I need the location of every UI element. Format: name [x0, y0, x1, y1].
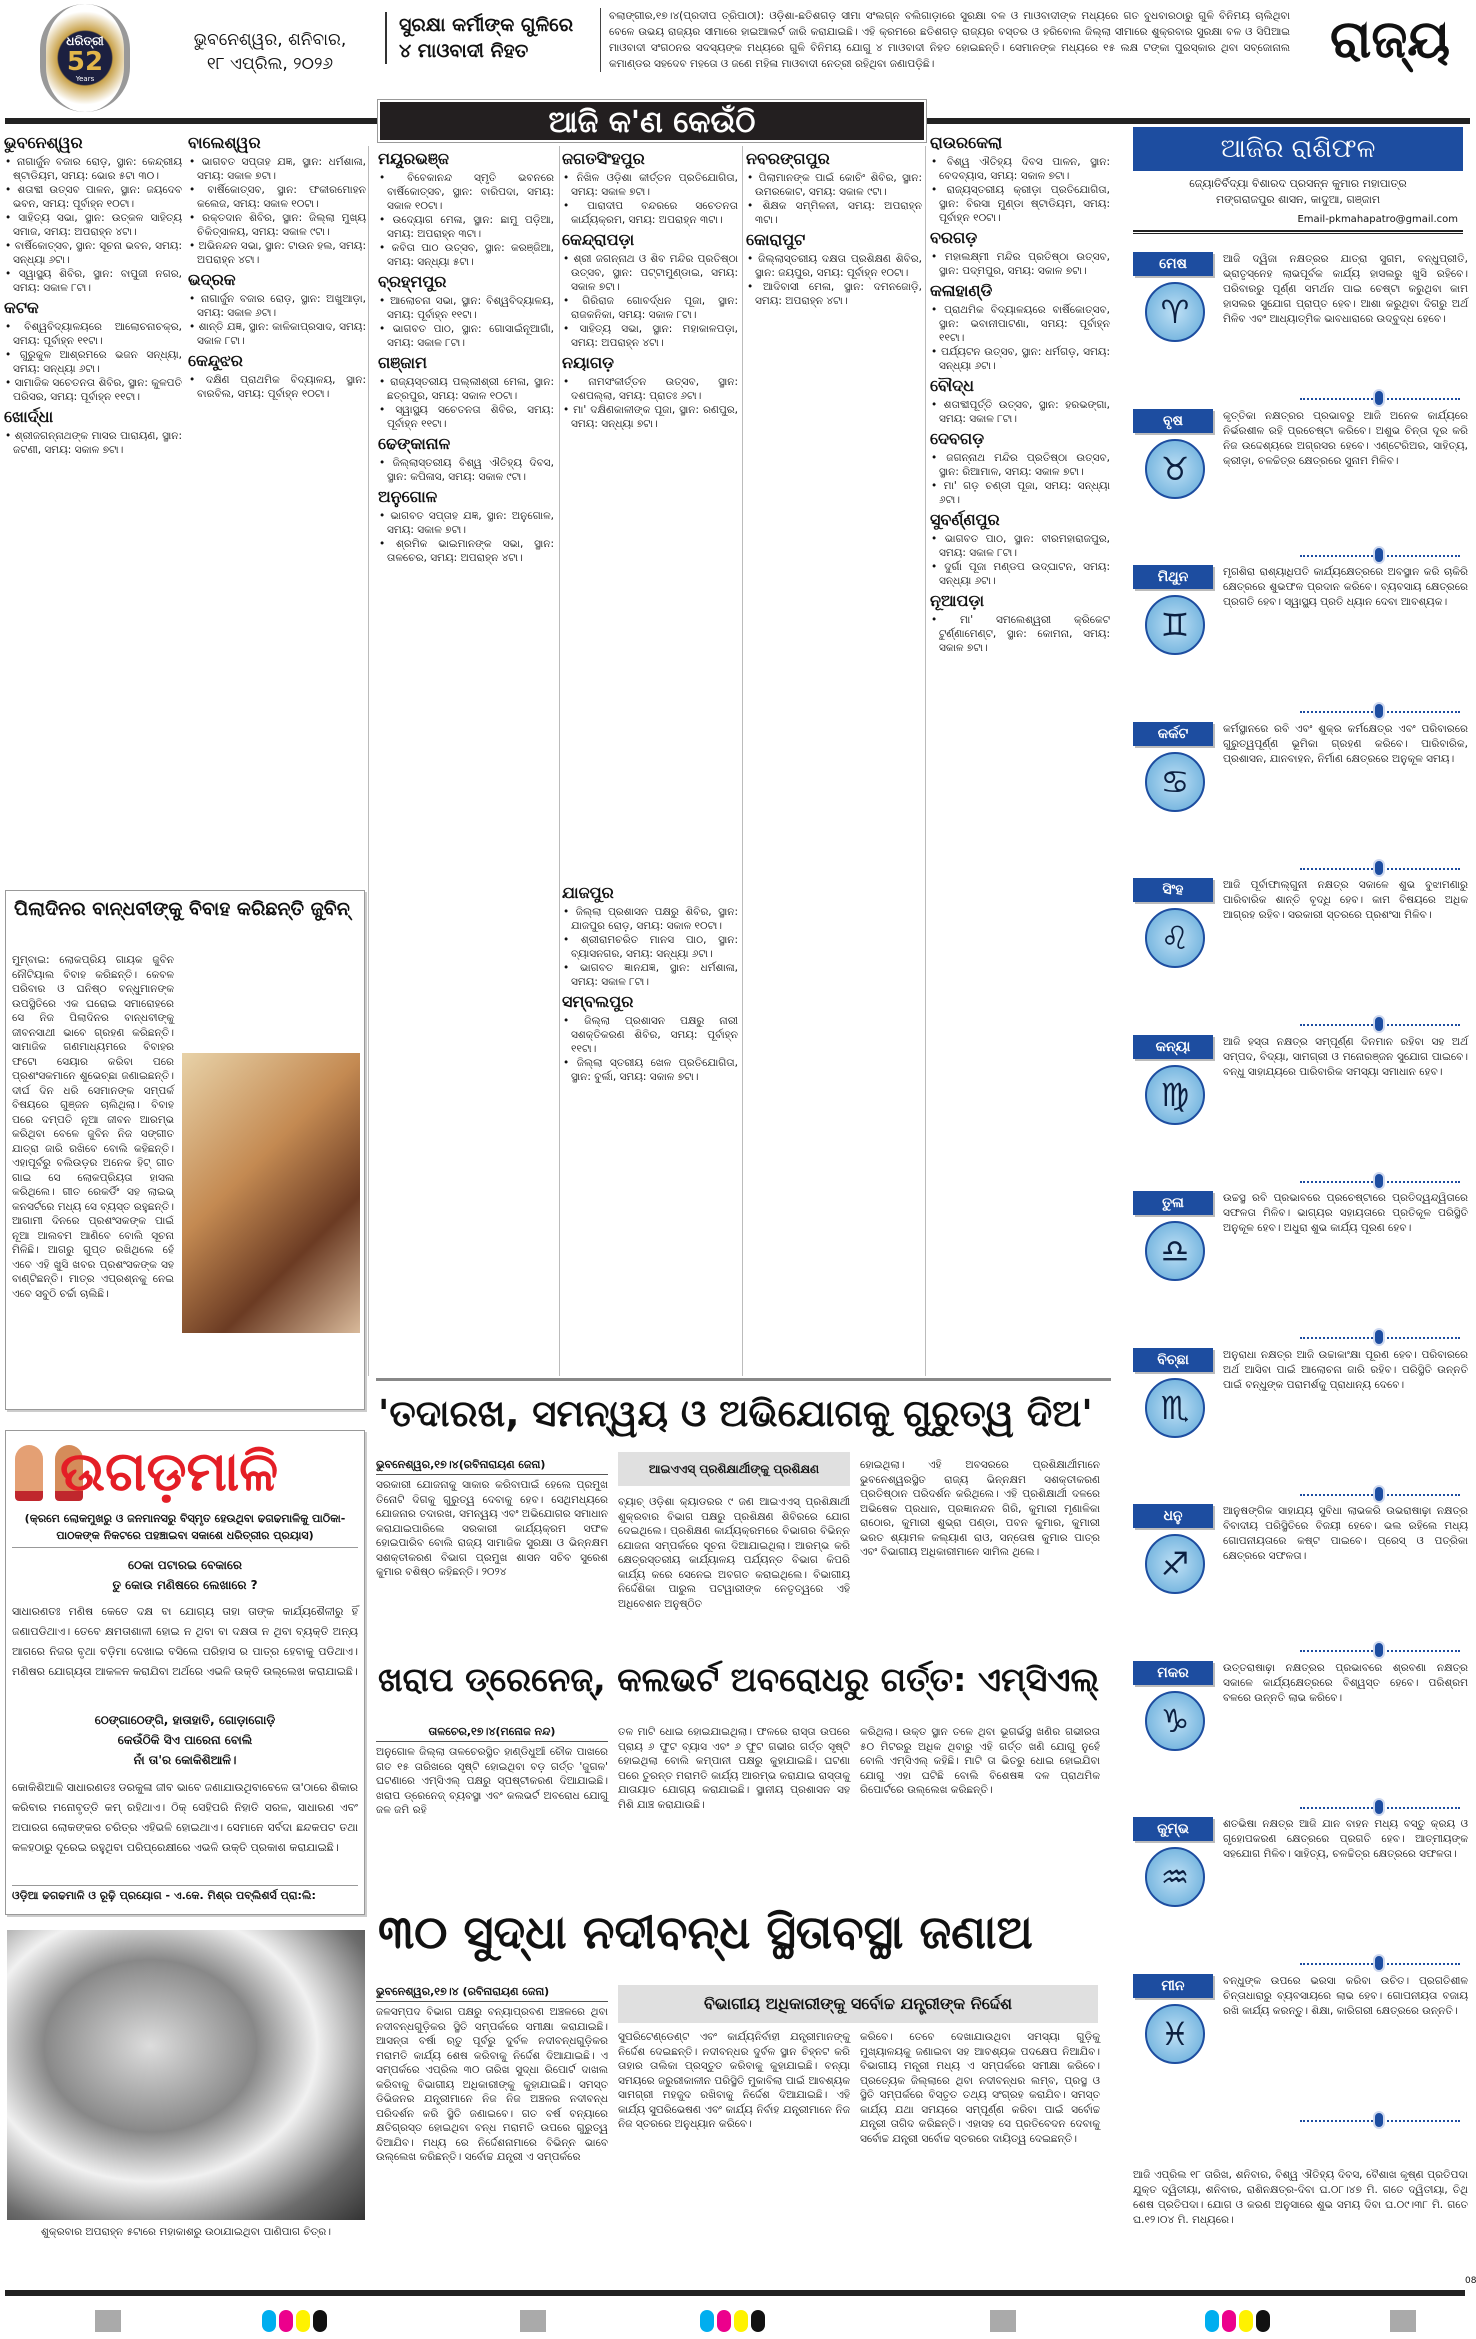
event-item: • ବାର୍ଷିକୋତ୍ସବ, ସ୍ଥାନ: ସୂଚନା ଭବନ, ସମୟ: ସନ୍ଧ୍ୟା ୬ଟା। [4, 239, 182, 267]
event-district [930, 133, 1110, 225]
event-district [4, 407, 182, 457]
zubin-body-wrap [12, 953, 360, 1403]
column-divider [742, 146, 743, 1376]
district-heading: ଗଞ୍ଜାମ [378, 353, 427, 372]
event-item: • ନାମସଂକୀର୍ତ୍ତନ ଉତ୍ସବ, ସ୍ଥାନ: ଦଶପଲ୍ଲା, ସମୟ: ପ୍ରାତଃ ୬ଟା। [562, 375, 738, 403]
event-district [562, 353, 738, 431]
horoscope-entry [1133, 1817, 1468, 1957]
event-item: • ସାମାଜିକ ସଚେତନତା ଶିବିର, ସ୍ଥାନ: କୁଳପତି ପରିସର, ସମୟ: ପୂର୍ବାହ୍ନ ୧୧ଟା। [4, 376, 182, 404]
event-item: • ନାଗାର୍ଜୁନ ବଜାର ରୋଡ଼, ସ୍ଥାନ: ଅଖୁଆଡ଼ା, ସମୟ: ସକାଳ ୬ଟା। [188, 292, 366, 320]
dateline-date: ୧୮ ଏପ୍ରିଲ, ୨୦୨୬ [206, 54, 334, 74]
event-item: • ଭାଗବତ ଜ୍ଞାନଯଜ୍ଞ, ସ୍ଥାନ: ଧର୍ମଶାଳା, ସମୟ: ସକାଳ ୮ଟା। [562, 961, 738, 989]
zodiac-sign-label: ମେଷ [1133, 252, 1213, 276]
zodiac-6-icon: ♍ [1145, 1065, 1205, 1125]
zodiac-sign-label: ଧନୁ [1133, 1504, 1213, 1528]
horoscope-entry [1133, 1974, 1468, 2114]
event-item: • ଭାଗବତ ପାଠ, ସ୍ଥାନ: ଗୋସାଇଁନୂଆଗାଁ, ସମୟ: ସକାଳ ୮ଟା। [378, 322, 554, 350]
event-district [4, 133, 182, 295]
newspaper-logo [40, 4, 130, 112]
top-story-body: ବଲାଙ୍ଗୀର,୧୭।୪(ପ୍ରଦୀପ ତ୍ରିପାଠୀ): ଓଡ଼ିଶା-ଛତିଶଗଡ଼ ସୀମା ସଂଲଗ୍ନ ବଲିଗାଡ଼ାରେ ସୁରକ୍ଷା ବଳ ଓ ମାଓବାଦୀଙ୍କ ମଧ୍ୟରେ ଗତ ବୁଧବାରଠାରୁ ଗୁଳି ବିନିମୟ ଚାଲିଥିବା ବେଳେ ଉଭୟ ରାଜ୍ୟର ସୀମାରେ ହାଇଆଲର୍ଟ ଜାରି କରାଯାଇଛି। ଏହି କ୍ରମରେ ଛତିଶଗଡ଼ ରାଜ୍ୟର ବସ୍ତର ଓ ହରିବୋଲ ଜିଲ୍ଲା ସୀମାରେ ଶୁକ୍ରବାର ସୁରକ୍ଷା ବଳ ଓ ସିପିଆଇ ମାଓବାଦୀ ସଂଗଠନର ସଦସ୍ୟଙ୍କ ମଧ୍ୟରେ ଗୁଳି ବିନିମୟ ଯୋଗୁ ୪ ମାଓବାଦୀ ନିହତ ହୋଇଛନ୍ତି। ସେମାନଙ୍କ ମଧ୍ୟରେ ୧୫ ଲକ୍ଷ ଟଙ୍କା ପୁରସ୍କାର ଥିବା ସବ୍‌ଜୋନାଲ କମାଣ୍ଡର ସହଦେବ ମହତୋ ଓ ଜଣେ ମହିଳା ମାଓବାଦୀ ନେତ୍ରୀ ରହିଥିବା ଜଣାପଡ଼ିଛି। [600, 8, 1290, 72]
cmyk-color-bar [700, 2310, 765, 2332]
column-divider [925, 146, 926, 1376]
event-item: • ନାଗାର୍ଜୁନ ବଜାର ରୋଡ଼, ସ୍ଥାନ: କେନ୍ଦ୍ରୀୟ ଷ୍ଟାଡିୟମ, ସମୟ: ଭୋର ୫ଟା ୩୦। [4, 155, 182, 183]
district-heading: କୋରାପୁଟ [746, 230, 806, 249]
horoscope-text: ଉଚ୍ଚସ୍ଥ ରବି ପ୍ରଭାବରେ ପ୍ରଚେଷ୍ଟାରେ ପ୍ରତିଦ୍ୱନ୍ଦ୍ୱିତାରେ ସଫଳତା ମିଳିବ। ଭାଗ୍ୟର ସହାୟତାରେ ପ୍ରତିକୂଳ ପରିସ୍ଥିତି ଅନୁକୂଳ ହେବ। ଅଧୁରା ଶୁଭ କାର୍ଯ୍ୟ ପୂରଣ ହେବ। [1223, 1192, 1468, 1234]
event-item: • ଜିଲ୍ଲାସ୍ତରୀୟ ଦକ୍ଷତା ପ୍ରଶିକ୍ଷଣ ଶିବିର, ସ୍ଥାନ: ଜୟପୁର, ସମୟ: ପୂର୍ବାହ୍ନ ୧୦ଟା। [746, 252, 922, 280]
cartoon-man-1-icon [15, 1445, 43, 1501]
zodiac-3-icon: ♊ [1145, 595, 1205, 655]
event-item: • ଅଭିନନ୍ଦନ ସଭା, ସ୍ଥାନ: ଟାଉନ ହଲ, ସମୟ: ଅପରାହ୍ନ ୪ଟା। [188, 239, 366, 267]
author-email: Email-pkmahapatro@gmail.com [1297, 214, 1458, 225]
top-story-headline-line2: ୪ ମାଓବାଦୀ ନିହତ [399, 40, 529, 62]
event-item: • ଶିକ୍ଷକ ସମ୍ମିଳନୀ, ସମୟ: ଅପରାହ୍ନ ୩ଟା। [746, 199, 922, 227]
event-item: • ମା' ଗଡ଼ ଚଣ୍ଡୀ ପୂଜା, ସମୟ: ସନ୍ଧ୍ୟା ୬ଟା। [930, 479, 1110, 507]
event-district [188, 351, 366, 401]
event-item: • ଗୁରୁକୁଳ ଆଶ୍ରମରେ ଭଜନ ସନ୍ଧ୍ୟା, ସମୟ: ସନ୍ଧ୍ୟା ୬ଟା। [4, 348, 182, 376]
story-divider [376, 1378, 1111, 1381]
events-column [930, 130, 1110, 1380]
mcl-story-byline: ତାଳଚେର,୧୭।୪(ମନୋଜ ନନ୍ଦ) [376, 1725, 608, 1742]
event-item: • କବିତା ପାଠ ଉତ୍ସବ, ସ୍ଥାନ: କରଞ୍ଜିଆ, ସମୟ: ସନ୍ଧ୍ୟା ୫ଟା। [378, 241, 554, 269]
event-item: • ଆଲୋଚନା ସଭା, ସ୍ଥାନ: ବିଶ୍ୱବିଦ୍ୟାଳୟ, ସମୟ: ପୂର୍ବାହ୍ନ ୧୧ଟା। [378, 294, 554, 322]
author-name: ଜ୍ୟୋତିର୍ବିଦ୍ୟା ବିଶାରଦ ପ୍ରସନ୍ନ କୁମାର ମହାପାତ୍ର [1189, 177, 1407, 190]
logo-name: ଧରିତ୍ରୀ [66, 33, 104, 48]
horoscope-text: ମୃଗଶିରା ରାଶ୍ୟାଧିପତି କାର୍ଯ୍ୟକ୍ଷେତ୍ରରେ ଅବସ୍ଥାନ କରି ଚାକିରି କ୍ଷେତ୍ରରେ ଶୁଭଫଳ ପ୍ରଦାନ କରିବେ। ବ୍ୟବସାୟ କ୍ଷେତ୍ରରେ ପ୍ରଗତି ହେବ। ସ୍ୱାସ୍ଥ୍ୟ ପ୍ରତି ଧ୍ୟାନ ଦେବା ଆବଶ୍ୟକ। [1223, 566, 1468, 608]
event-item: • ପିଲାମାନଙ୍କ ପାଇଁ କୋଚିଂ ଶିବିର, ସ୍ଥାନ: ଉମରକୋଟ, ସମୟ: ସକାଳ ୯ଟା। [746, 171, 922, 199]
divider-dot-icon [1373, 702, 1385, 720]
event-district [746, 149, 922, 227]
district-heading: ଢେଙ୍କାନାଳ [378, 434, 451, 453]
horoscope-entry [1133, 1348, 1468, 1488]
horoscope-entry [1133, 1191, 1468, 1331]
river-story-byline: ଭୁବନେଶ୍ୱର,୧୭।୪ (ରବିନାରାୟଣ ଜେନା) [376, 1985, 608, 2002]
event-item: • ଦୁର୍ଗା ପୂଜା ମଣ୍ଡପ ଉଦ୍‌ଘାଟନ, ସମୟ: ସନ୍ଧ୍ୟା ୬ଟା। [930, 560, 1110, 588]
page-number: 08 [1465, 2276, 1476, 2286]
zodiac-4-icon: ♋ [1145, 752, 1205, 812]
zodiac-5-icon: ♌ [1145, 908, 1205, 968]
divider-dot-icon [1373, 1954, 1385, 1972]
mcl-story-headline: ଖରାପ ଡ୍ରେନେଜ୍, କଲଭର୍ଟ ଅବରୋଧରୁ ଗର୍ତ୍ତ: ଏମ୍‌ସିଏଲ୍ [378, 1660, 1100, 1699]
event-item: • ଶତାବ୍ଦୀ ଉତ୍ସବ ପାଳନ, ସ୍ଥାନ: ଜୟଦେବ ଭବନ, ସମୟ: ପୂର୍ବାହ୍ନ ୧୦ଟା। [4, 183, 182, 211]
zubin-headline: ପିଲାଦିନର ବାନ୍ଧବୀଙ୍କୁ ବିବାହ କରିଛନ୍ତି ଜୁବିନ୍ [14, 898, 350, 920]
district-heading: ଜଗତସିଂହପୁର [562, 149, 645, 168]
divider-dot-icon [1373, 1641, 1385, 1659]
mcl-story-text-1: ଅନୁଗୋଳ ଜିଲ୍ଲା ତାଳଚେରସ୍ଥିତ ହାଣ୍ଡିଧୁଆଁ ଚୌକ ପାଖରେ ଗତ ୧୫ ତାରିଖରେ ସୃଷ୍ଟି ହୋଇଥିବା ବଡ଼ ଗର୍ତ୍ତ 'ଜୁଗଳ' ଘଟଣାରେ ଏମ୍‌ସିଏଲ୍ ପକ୍ଷରୁ ସ୍ପଷ୍ଟୀକରଣ ଦିଆଯାଇଛି। ଖରାପ ଡ୍ରେନେଜ୍ ବ୍ୟବସ୍ଥା ଏବଂ କଲଭର୍ଟ ଅବରୋଧ ଯୋଗୁ ଜଳ ଜମି ରହି [376, 1746, 608, 1816]
district-heading: ବାଲେଶ୍ୱର [188, 133, 261, 152]
horoscope-entry [1133, 252, 1468, 392]
event-item: • ଶ୍ରୀଜଗନ୍ନାଥଙ୍କ ମାସର ପାରାୟଣ, ସ୍ଥାନ: ଜଟଣୀ, ସମୟ: ସକାଳ ୭ଟା। [4, 429, 182, 457]
event-item: • ରାଜ୍ୟସ୍ତରୀୟ କ୍ରୀଡ଼ା ପ୍ରତିଯୋଗିତା, ସ୍ଥାନ: ବିରସା ମୁଣ୍ଡା ଷ୍ଟାଡିୟମ, ସମୟ: ପୂର୍ବାହ୍ନ ୧୦ଟା। [930, 183, 1110, 225]
event-district [930, 591, 1110, 655]
registration-mark [990, 2310, 1016, 2332]
event-item: • ଜିଲ୍ଲା ପ୍ରଶାସନ ପକ୍ଷରୁ ଶିବିର, ସ୍ଥାନ: ଯାଜପୁର ରୋଡ଼, ସମୟ: ସକାଳ ୧୦ଟା। [562, 905, 738, 933]
district-heading: ରାଉରକେଲା [930, 133, 1003, 152]
river-story-text-2: ସୁପରିଟେଣ୍ଡେଣ୍ଟ ଏବଂ କାର୍ଯ୍ୟନିର୍ବାହୀ ଯନ୍ତ୍ରୀମାନଙ୍କୁ ନିର୍ଦ୍ଦେଶ ଦେଇଛନ୍ତି। ନଦୀବନ୍ଧର ଦୁର୍ବଳ ସ୍ଥାନ ଚିହ୍ନଟ କରି ତାହାର ତାଲିକା ପ୍ରସ୍ତୁତ କରିବାକୁ କୁହାଯାଇଛି। ବନ୍ୟା ସମୟରେ ଜରୁରୀକାଳୀନ ପରିସ୍ଥିତି ମୁକାବିଲା ପାଇଁ ଆବଶ୍ୟକ ସାମଗ୍ରୀ ମହଜୁଦ ରଖିବାକୁ ନିର୍ଦ୍ଦେଶ ଦିଆଯାଇଛି। ଏହି କାର୍ଯ୍ୟ ସୁପରିଭେଷଣ ଏବଂ କାର୍ଯ୍ୟ ନିର୍ବାହ ଯନ୍ତ୍ରୀମାନେ ନିଜ ନିଜ ସ୍ତରରେ ଅନୁଧ୍ୟାନ କରିବେ। [618, 2031, 850, 2130]
event-district [378, 149, 554, 269]
divider-dot-icon [1373, 389, 1385, 407]
zodiac-2-icon: ♉ [1145, 439, 1205, 499]
event-district [930, 429, 1110, 507]
column-divider [559, 146, 560, 1376]
ias-story-text-2: ବ୍ୟାଚ୍ ଓଡ଼ିଶା କ୍ୟାଡରର ୯ ଜଣ ଆଇଏଏସ୍ ପ୍ରଶିକ୍ଷାର୍ଥୀ ଶୁକ୍ରବାର ବିଭାଗ ପକ୍ଷରୁ ପ୍ରଶିକ୍ଷଣ ଶିବିରରେ ଯୋଗ ଦେଇଥିଲେ। ପ୍ରଶିକ୍ଷଣ କାର୍ଯ୍ୟକ୍ରମରେ ବିଭାଗର ବିଭିନ୍ନ ଯୋଜନା ସମ୍ପର୍କରେ ସୂଚନା ଦିଆଯାଇଥିଲା। ଆରମ୍ଭ କରି କ୍ଷେତ୍ରସ୍ତରୀୟ କାର୍ଯ୍ୟାଳୟ ପର୍ଯ୍ୟନ୍ତ ବିଭାଗ କିପରି କାର୍ଯ୍ୟ କରେ ସେନେଇ ଅବଗତ କରାଇଥିଲେ। ବିଭାଗୀୟ ନିର୍ଦ୍ଦେଶିକା ପାରୁଲ ପଟୱାରୀଙ୍କ ନେତୃତ୍ୱରେ ଏହି ଅଧିବେଶନ ଅନୁଷ୍ଠିତ [618, 1496, 850, 1610]
event-district [562, 883, 738, 989]
horoscope-text: ଶତଭିଷା ନକ୍ଷତ୍ର ଆଜି ଯାନ ବାହନ ମଧ୍ୟ ବସ୍ତୁ କ୍ରୟ ଓ ଗୃହୋପକରଣ କ୍ଷେତ୍ରରେ ପ୍ରଗତି ହେବ। ଆତ୍ମୀୟଙ୍କ ସହଯୋଗ ମିଳିବ। ସାହିତ୍ୟ, ଚଳଚ୍ଚିତ୍ର କ୍ଷେତ୍ରରେ ସଫଳତା। [1223, 1818, 1468, 1860]
zodiac-1-icon: ♈ [1145, 282, 1205, 342]
district-heading: ମୟୂରଭଞ୍ଜ [378, 149, 449, 168]
event-item: • ବାର୍ଷିକୋତ୍ସବ, ସ୍ଥାନ: ଫକୀରମୋହନ କଲେଜ, ସମୟ: ସକାଳ ୧୦ଟା। [188, 183, 366, 211]
divider-dot-icon [1373, 1172, 1385, 1190]
ias-story-text-3: ହୋଇଥିଲା। ଏହି ଅବସରରେ ପ୍ରଶିକ୍ଷାର୍ଥୀମାନେ ଭୁବନେଶ୍ୱରସ୍ଥିତ ରାଜ୍ୟ ଭିନ୍ନକ୍ଷମ ସଶକ୍ତୀକରଣ ପ୍ରତିଷ୍ଠାନ ପରିଦର୍ଶନ କରିଥିଲେ। ଏହି ପ୍ରଶିକ୍ଷାର୍ଥୀ ଦଳରେ ଅଭିଷେକ ପ୍ରଧାନ, ପ୍ରଜ୍ଞାନନ୍ଦନ ଗିରି, କୁମାରୀ ମୃଣାଳିକା ରାଠୋର, କୁମାରୀ ଶୁଭ୍ରା ପଣ୍ଡା, ପବନ କୁମାର, କୁମାରୀ ଭରତ ଶ୍ୟାମଳ କଲ୍ୟାଣ ରାଓ, ସନ୍ତୋଷ କୁମାର ପାତ୍ର ଏବଂ ବିଭାଗୀୟ ଅଧିକାରୀମାନେ ସାମିଲ ଥିଲେ। [860, 1459, 1100, 1558]
ias-story-col1 [376, 1458, 608, 1648]
district-heading: ବରଗଡ଼ [930, 228, 978, 247]
district-heading: ସମ୍ବଲପୁର [562, 992, 634, 1011]
top-story-headline-line1: ସୁରକ୍ଷା କର୍ମୀଙ୍କ ଗୁଳିରେ [399, 14, 574, 36]
horoscope-entry [1133, 565, 1468, 705]
zodiac-sign-label: ମିଥୁନ [1133, 565, 1213, 589]
zodiac-sign-label: କନ୍ୟା [1133, 1035, 1213, 1059]
event-item: • ଶ୍ରୀ ଜଗନ୍ନାଥ ଓ ଶିବ ମନ୍ଦିର ପ୍ରତିଷ୍ଠା ଉତ୍ସବ, ସ୍ଥାନ: ପଟ୍ଟାମୁଣ୍ଡାଇ, ସମୟ: ସକାଳ ୭ଟା। [562, 252, 738, 294]
zodiac-sign-label: ମକର [1133, 1661, 1213, 1685]
cmyk-color-bar [1205, 2310, 1270, 2332]
event-item: • ପର୍ଯ୍ୟଟନ ଉତ୍ସବ, ସ୍ଥାନ: ଧର୍ମଗଡ଼, ସମୟ: ସନ୍ଧ୍ୟା ୬ଟା। [930, 345, 1110, 373]
registration-mark [520, 2310, 546, 2332]
horoscope-text: ଉତ୍ତରାଷାଢ଼ା ନକ୍ଷତ୍ରର ପ୍ରଭାବରେ ଶ୍ରବଣା ନକ୍ଷତ୍ର ସକାଳେ କାର୍ଯ୍ୟକ୍ଷେତ୍ରରେ ବିଶ୍ୱସ୍ତ ହେବେ। ପରିଶ୍ରମ ବଳରେ ଉନ୍ନତି ଲାଭ କରିବେ। [1223, 1661, 1468, 1704]
zodiac-10-icon: ♑ [1145, 1691, 1205, 1751]
event-district [930, 281, 1110, 373]
horoscope-text: ଆଜି ହସ୍ତା ନକ୍ଷତ୍ର ସମ୍ପୂର୍ଣ୍ଣ ଦିନମାନ ରହିବା ସହ ଅର୍ଥ ସମ୍ପଦ, ବିଦ୍ୟା, ସାମଗ୍ରୀ ଓ ମନୋରଞ୍ଜନ ସୁଯୋଗ ପାଇବେ। ବନ୍ଧୁ ସାହାଯ୍ୟରେ ପାରିବାରିକ ସମସ୍ୟା ସମାଧାନ ହେବ। [1223, 1035, 1468, 1078]
zodiac-9-icon: ♐ [1145, 1534, 1205, 1594]
horoscope-text: କର୍ମସ୍ଥାନରେ ରବି ଏବଂ ଶୁକ୍ର କର୍ମକ୍ଷେତ୍ର ଏବଂ ପରିବାରରେ ଗୁରୁତ୍ୱପୂର୍ଣ୍ଣ ଭୂମିକା ଗ୍ରହଣ କରିବେ। ପାରିବାରିକ, ପ୍ରଶାସନ, ଯାନବାହନ, ନିର୍ମାଣ କ୍ଷେତ୍ରରେ ଅନୁକୂଳ ସମୟ। [1223, 722, 1468, 765]
event-item: • ଶତାବ୍ଦୀପୂର୍ତ୍ତି ଉତ୍ସବ, ସ୍ଥାନ: ହରଭଙ୍ଗା, ସମୟ: ସକାଳ ୮ଟା। [930, 398, 1110, 426]
event-item: • ମା' ଦକ୍ଷିଣକାଳୀଙ୍କ ପୂଜା, ସ୍ଥାନ: ରଣପୁର, ସମୟ: ସନ୍ଧ୍ୟା ୭ଟା। [562, 403, 738, 431]
event-item: • ବିଶ୍ୱ ଐତିହ୍ୟ ଦିବସ ପାଳନ, ସ୍ଥାନ: ବେଦବ୍ୟାସ, ସମୟ: ସକାଳ ୭ଟା। [930, 155, 1110, 183]
district-heading: ଖୋର୍ଦ୍ଧା [4, 407, 54, 426]
event-district [930, 510, 1110, 588]
proverb-2-explanation: କୋକିଶିଆଳି ସାଧାରଣତଃ ଡରକୁଳା ଜୀବ ଭାବେ ଜଣାଯାଉଥିବାବେଳେ ତା'ଠାରେ ଶିକାର କରିବାର ମନୋବୃତ୍ତି କମ୍ ରହିଥାଏ। ଠିକ୍ ସେହିପରି ନିହାତି ସରଳ, ସାଧାରଣ ଏବଂ ଅପାରଗ ଲୋକଙ୍କର ଚରିତ୍ର ଏହିଭଳି ହୋଇଥାଏ। ସେମାନେ ସର୍ବଦା ଛନ୍ଦକପଟ ତଥା କଳହଠାରୁ ଦୂରେଇ ରହୁଥିବା ପରିପ୍ରେକ୍ଷୀରେ ଏଭଳି ଉକ୍ତି ପ୍ରକାଶ କରାଯାଇଛି। [12, 1781, 358, 1854]
event-item: • ଆଦିବାସୀ ମେଳା, ସ୍ଥାନ: ଦମନଜୋଡ଼ି, ସମୟ: ଅପରାହ୍ନ ୪ଟା। [746, 280, 922, 308]
river-story-text-1: ଜଳସମ୍ପଦ ବିଭାଗ ପକ୍ଷରୁ ବନ୍ୟାପ୍ରବଣ ଅଞ୍ଚଳରେ ଥିବା ନଦୀବନ୍ଧଗୁଡ଼ିକର ସ୍ଥିତି ସମ୍ପର୍କରେ ସମୀକ୍ଷା କରାଯାଇଛି। ଆସନ୍ତା ବର୍ଷା ଋତୁ ପୂର୍ବରୁ ଦୁର୍ବଳ ନଦୀବନ୍ଧଗୁଡ଼ିକର ମରାମତି କାର୍ଯ୍ୟ ଶେଷ କରିବାକୁ ନିର୍ଦ୍ଦେଶ ଦିଆଯାଇଛି। ଏ ସମ୍ପର୍କରେ ଏପ୍ରିଲ ୩୦ ତାରିଖ ସୁଦ୍ଧା ରିପୋର୍ଟ ଦାଖଲ କରିବାକୁ ବିଭାଗୀୟ ଅଧିକାରୀଙ୍କୁ କୁହାଯାଇଛି। ସମସ୍ତ ଡିଭିଜନର ଯନ୍ତ୍ରୀମାନେ ନିଜ ନିଜ ଅଞ୍ଚଳର ନଦୀବନ୍ଧ ପରିଦର୍ଶନ କରି ସ୍ଥିତି ଜଣାଇବେ। ଗତ ବର୍ଷ ବନ୍ୟାରେ କ୍ଷତିଗ୍ରସ୍ତ ହୋଇଥିବା ବନ୍ଧ ମରାମତି ଉପରେ ଗୁରୁତ୍ୱ ଦିଆଯିବ। ମଧ୍ୟ ରେ ନିର୍ଦ୍ଦେଶନାମାରେ ବିଭିନ୍ନ ଭାବେ ଉଲ୍ଲେଖ କରିଛନ୍ତି। ସର୍ବୋଚ୍ଚ ଯନ୍ତ୍ରୀ ଏ ସମ୍ପର୍କରେ [376, 2006, 608, 2163]
mcl-story-col1 [376, 1725, 608, 1895]
zodiac-sign-label: ମୀନ [1133, 1974, 1213, 1998]
events-column [4, 130, 182, 885]
event-item: • ଦକ୍ଷିଣ ପ୍ରାଥମିକ ବିଦ୍ୟାଳୟ, ସ୍ଥାନ: ବାରବିଲ, ସମୟ: ପୂର୍ବାହ୍ନ ୧୦ଟା। [188, 373, 366, 401]
event-item: • ମା' ସମଲେଶ୍ୱରୀ କ୍ରିକେଟ ଟୁର୍ଣ୍ଣାମେଣ୍ଟ, ସ୍ଥାନ: କୋମନା, ସମୟ: ସକାଳ ୭ଟା। [930, 613, 1110, 655]
column-divider [368, 146, 369, 1376]
river-story-headline: ୩୦ ସୁଦ୍ଧା ନଦୀବନ୍ଧ ସ୍ଥିତାବସ୍ଥା ଜଣାଅ [378, 1905, 1033, 1959]
dateline-place-day: ଭୁବନେଶ୍ୱର, ଶନିବାର, [193, 30, 347, 50]
event-item: • ଶାନ୍ତି ଯଜ୍ଞ, ସ୍ଥାନ: କାଳିକାପ୍ରସାଦ, ସମୟ: ସକାଳ ୮ଟା। [188, 320, 366, 348]
horoscope-banner: ଆଜିର ରାଶିଫଳ [1133, 127, 1463, 171]
horoscope-text: ଆଜି ପୂର୍ବାଫାଲ୍ଗୁନୀ ନକ୍ଷତ୍ର ସକାଳେ ଶୁଭ ବୁଝାମଣାରୁ ପାରିବାରିକ ଶାନ୍ତି ବୃଦ୍ଧି ହେବ। କାମ ବିଷୟରେ ଅଧିକ ଆଗ୍ରହ ରହିବ। ସରକାରୀ ସ୍ତରରେ ପ୍ରଶଂସା ମିଳିବ। [1223, 879, 1468, 921]
district-heading: କେନ୍ଦୁଝର [188, 351, 243, 370]
event-item: • ଶ୍ରୀରାମଚରିତ ମାନସ ପାଠ, ସ୍ଥାନ: ବ୍ୟାସନଗର, ସମୟ: ସନ୍ଧ୍ୟା ୬ଟା। [562, 933, 738, 961]
district-heading: ବ୍ରହ୍ମପୁର [378, 272, 447, 291]
event-item: • ସ୍ୱାସ୍ଥ୍ୟ ସଚେତନତା ଶିବିର, ସମୟ: ପୂର୍ବାହ୍ନ ୧୧ଟା। [378, 403, 554, 431]
events-banner: ଆଜି କ'ଣ କେଉଁଠି [378, 100, 926, 142]
zodiac-sign-label: କର୍କଟ [1133, 722, 1213, 746]
horoscope-text: ଆନୁଷଙ୍ଗିକ ସାହାଯ୍ୟ ସୁବିଧା ଲାଭକରି ଉଭରାଷାଢ଼ା ନକ୍ଷତ୍ର ବିବାଦୀୟ ପରିସ୍ଥିତିରେ ବିଜୟୀ ହେବେ। ଭଲ ରହିଲେ ମଧ୍ୟ ଗୋପନୀୟତାରେ କଷ୍ଟ ପାଇବେ। ପ୍ରେସ୍ ଓ ପତ୍ରିକା କ୍ଷେତ୍ରରେ ସଫଳତା। [1223, 1505, 1468, 1562]
ias-story-headline: 'ତଦାରଖ, ସମନ୍ୱୟ ଓ ଅଭିଯୋଗକୁ ଗୁରୁତ୍ୱ ଦିଅ' [378, 1392, 1093, 1435]
district-heading: ନୂଆପଡ଼ା [930, 591, 984, 610]
event-district [562, 149, 738, 227]
event-district [4, 298, 182, 404]
event-item: • ମହାଲକ୍ଷ୍ମୀ ମନ୍ଦିର ପ୍ରତିଷ୍ଠା ଉତ୍ସବ, ସ୍ଥାନ: ପଦ୍ମପୁର, ସମୟ: ସକାଳ ୭ଟା। [930, 250, 1110, 278]
event-item: • ରକ୍ତଦାନ ଶିବିର, ସ୍ଥାନ: ଜିଲ୍ଲା ମୁଖ୍ୟ ଚିକିତ୍ସାଳୟ, ସମୟ: ସକାଳ ୯ଟା। [188, 211, 366, 239]
event-item: • ସାହିତ୍ୟ ସଭା, ସ୍ଥାନ: ଉତ୍କଳ ସାହିତ୍ୟ ସମାଜ, ସମୟ: ଅପରାହ୍ନ ୪ଟା। [4, 211, 182, 239]
district-heading: ନୟାଗଡ଼ [562, 353, 615, 372]
event-item: • ଜିଲ୍ଲା ପ୍ରଶାସନ ପକ୍ଷରୁ ନାରୀ ସଶକ୍ତିକରଣ ଶିବିର, ସମୟ: ପୂର୍ବାହ୍ନ ୧୧ଟା। [562, 1014, 738, 1056]
event-item: • ଭାଗବତ ପାଠ, ସ୍ଥାନ: ବୀରମହାରାଜପୁର, ସମୟ: ସକାଳ ୮ଟା। [930, 532, 1110, 560]
horoscope-text: ବନ୍ଧୁଙ୍କ ଉପରେ ଭରସା କରିବା ଉଚିତ। ପ୍ରଗତିଶୀଳ ଚିନ୍ତାଧାରାରୁ ବ୍ୟବସାୟରେ ଲାଭ ହେବ। ଗୋପନୀୟତା ବଜାୟ ରଖି କାର୍ଯ୍ୟ କରନ୍ତୁ। ଶିକ୍ଷା, କାରିଗରୀ କ୍ଷେତ୍ରରେ ଉନ୍ନତି। [1223, 1974, 1468, 2017]
horoscope-entry [1133, 409, 1468, 549]
zodiac-8-icon: ♏ [1145, 1378, 1205, 1438]
cmyk-color-bar [262, 2310, 327, 2332]
event-item: • ଜଗନ୍ନାଥ ମନ୍ଦିର ପ୍ରତିଷ୍ଠା ଉତ୍ସବ, ସ୍ଥାନ: ରିଆମାଳ, ସମୟ: ସକାଳ ୭ଟା। [930, 451, 1110, 479]
horoscope-entry [1133, 1661, 1468, 1801]
proverb-1: ଠେକା ପଟାରଇ ବେକାରେ ତୁ କୋଉ ମଣିଷରେ ଲେଖାରେ ? [112, 1558, 258, 1592]
ugadamali-credit: ଓଡ଼ିଆ ଢଗଢମାଳି ଓ ରୂଢ଼ି ପ୍ରୟୋଗ - ଏ.କେ. ମିଶ୍ର ପବ୍ଲିଶର୍ସ ପ୍ରା:ଲି: [12, 1885, 358, 1903]
district-heading: ସୁବର୍ଣ୍ଣପୁର [930, 510, 1000, 529]
zodiac-12-icon: ♓ [1145, 2004, 1205, 2064]
zodiac-7-icon: ♎ [1145, 1221, 1205, 1281]
event-district [378, 434, 554, 484]
district-heading: ନବରଙ୍ଗପୁର [746, 149, 830, 168]
ugadamali-subtitle: (କ୍ରମେ ଲୋକମୁଖରୁ ଓ ଜନମାନସରୁ ବିସ୍ମୃତ ହେଉଥିବା ଢଗଢମାଳିକୁ ପାଠିକା-ପାଠକଙ୍କ ନିକଟରେ ପହଞ୍ଚାଇବା ସକାଶେ ଧରିତ୍ରୀର ପ୍ରୟାସ) [12, 1510, 358, 1548]
events-column [378, 146, 554, 1376]
district-heading: ଭଦ୍ରକ [188, 270, 236, 289]
district-heading: ଦେବଗଡ଼ [930, 429, 985, 448]
horoscope-text: ଆଜି ଦ୍ୱିଜା ନକ୍ଷତ୍ରର ଯାତ୍ରା ସୁଗମ, ବନ୍ଧୁପ୍ରୀତି, ଭ୍ରାତୃସ୍ନେହ ଲାଭପୂର୍ବକ କାର୍ଯ୍ୟ ହାସଲରୁ ଖୁସି ରହିବେ। ପରିବାରରୁ ପୂର୍ଣ୍ଣ ସମର୍ଥନ ପାଇ ଚେଷ୍ଟା କରୁଥିବା କାମ ହାସଲର ସୁଯୋଗ ପ୍ରାପ୍ତ ହେବ। ଆଶା କରୁଥିବା ଦିଗରୁ ଅର୍ଥ ମିଳିବ ଏବଂ ଆଧ୍ୟାତ୍ମିକ ଭାବଧାରାରେ ଉଦ୍ବୁଦ୍ଧ ହେବେ। [1223, 253, 1468, 325]
horoscope-entry [1133, 878, 1468, 1018]
zubin-story [5, 890, 365, 1410]
event-item: • ନିଖିଳ ଓଡ଼ିଶା କୀର୍ତ୍ତନ ପ୍ରତିଯୋଗିତା, ସମୟ: ସକାଳ ୭ଟା। [562, 171, 738, 199]
divider-dot-icon [1373, 1798, 1385, 1816]
zodiac-sign-label: ବୃଷ [1133, 409, 1213, 433]
logo-years-label: Years [75, 74, 95, 83]
event-district [746, 230, 922, 308]
district-heading: ଯାଜପୁର [562, 883, 614, 902]
event-district [188, 270, 366, 348]
event-item: • ପାରାଦୀପ ବନ୍ଦରରେ ସଚେତନତା କାର୍ଯ୍ୟକ୍ରମ, ସମୟ: ଅପରାହ୍ନ ୩ଟା। [562, 199, 738, 227]
district-heading: ଭୁବନେଶ୍ୱର [4, 133, 83, 152]
horoscope-entry [1133, 1504, 1468, 1644]
section-title: ରାଜ୍ୟ [1330, 10, 1451, 70]
almanac-footer: ଆଜି ଏପ୍ରିଲ ୧୮ ତାରିଖ, ଶନିବାର, ବିଶ୍ୱ ଐତିହ୍ୟ ଦିବସ, ବୈଶାଖ କୃଷ୍ଣ ପ୍ରତିପଦା ଯୁକ୍ତ ଦ୍ୱିତୀୟା, ଶନିବାର, ରାଶିନକ୍ଷତ୍ର-ଦିବା ଘ.୦୮।୪୭ ମି. ଗତେ ଦ୍ୱିତୀୟା, ତିଥି ଶେଷ ପ୍ରତିପଦା। ଯୋଗ ଓ କରଣ ଅନୁସାରେ ଶୁଭ ସମୟ ଦିବା ଘ.୦୯।୩୮ ମି. ଗତେ ଘ.୧୨।୦୪ ମି. ମଧ୍ୟରେ। [1133, 2169, 1468, 2226]
top-story-headline [385, 12, 585, 64]
divider-dot-icon [1373, 1328, 1385, 1346]
district-heading: ବୌଦ୍ଧ [930, 376, 974, 395]
horoscope-author [1133, 176, 1463, 208]
event-item: • ଭାଗବତ ସପ୍ତାହ ଯଜ୍ଞ, ସ୍ଥାନ: ଧର୍ମଶାଳା, ସମୟ: ସକାଳ ୭ଟା। [188, 155, 366, 183]
registration-mark [95, 2310, 121, 2332]
event-district [378, 353, 554, 431]
horoscope-entry [1133, 722, 1468, 862]
district-heading: କଟକ [4, 298, 39, 317]
river-story-text-3: କରିବେ। ତେବେ ଦେଖାଯାଉଥିବା ସମସ୍ୟା ଗୁଡ଼ିକୁ ମୁଖ୍ୟାଳୟକୁ ଜଣାଇବା ସହ ଆବଶ୍ୟକ ପଦକ୍ଷେପ ନିଆଯିବ। ବିଭାଗୀୟ ମନ୍ତ୍ରୀ ମଧ୍ୟ ଏ ସମ୍ପର୍କରେ ସମୀକ୍ଷା କରିବେ। ପ୍ରତ୍ୟେକ ଜିଲ୍ଲାରେ ଥିବା ନଦୀବନ୍ଧର ଲମ୍ବ, ପ୍ରସ୍ଥ ଓ ସ୍ଥିତି ସମ୍ପର୍କରେ ବିସ୍ତୃତ ତଥ୍ୟ ସଂଗ୍ରହ କରାଯିବ। ସମସ୍ତ କାର୍ଯ୍ୟ ଯଥା ସମୟରେ ସମ୍ପୂର୍ଣ୍ଣ କରିବା ପାଇଁ ସର୍ବୋଚ୍ଚ ଯନ୍ତ୍ରୀ ତାଗିଦ କରିଛନ୍ତି। ଏହାସହ ସେ ପ୍ରତିବେଦନ ଦେବାକୁ ସର୍ବୋଚ୍ଚ ଯନ୍ତ୍ରୀ ସର୍ବୋଚ୍ଚ ସ୍ତରରେ ଦାୟିତ୍ୱ ଦେଇଛନ୍ତି। [860, 2031, 1100, 2145]
event-district [378, 272, 554, 350]
river-story-subhead: ବିଭାଗୀୟ ଅଧିକାରୀଙ୍କୁ ସର୍ବୋଚ୍ଚ ଯନ୍ତ୍ରୀଙ୍କ ନିର୍ଦ୍ଦେଶ [618, 1985, 1098, 2023]
event-district [930, 228, 1110, 278]
events-column [562, 880, 738, 1380]
divider-dot-icon [1373, 1485, 1385, 1503]
event-item: • ସ୍ୱାସ୍ଥ୍ୟ ଶିବିର, ସ୍ଥାନ: ବାପୁଜୀ ନଗର, ସମୟ: ସକାଳ ୮ଟା। [4, 267, 182, 295]
event-item: • ଗିରିରାଜ ଗୋବର୍ଦ୍ଧନ ପୂଜା, ସ୍ଥାନ: ରାଜକନିକା, ସମୟ: ସକାଳ ୮ଟା। [562, 294, 738, 322]
zodiac-11-icon: ♒ [1145, 1847, 1205, 1907]
events-column [562, 146, 738, 866]
event-district [378, 487, 554, 565]
event-district [562, 992, 738, 1084]
ias-story-text-1: ସରକାରୀ ଯୋଜନାକୁ ସାକାର କରିବାପାଇଁ ହେଲେ ପ୍ରମୁଖ ତିନୋଟି ଦିଗକୁ ଗୁରୁତ୍ୱ ଦେବାକୁ ହେବ। ସେଥିମଧ୍ୟରେ ଯୋଜନାର ତଦାରଖ, ସମନ୍ୱୟ ଏବଂ ଅଭିଯୋଗର ସମାଧାନ କରାଯାଇପାରିଲେ ସରକାରୀ କାର୍ଯ୍ୟକ୍ରମ ସଫଳ ହୋଇପାରିବ ବୋଲି ରାଜ୍ୟ ସାମାଜିକ ସୁରକ୍ଷା ଓ ଭିନ୍ନକ୍ଷମ ସଶକ୍ତୀକରଣ ବିଭାଗ ପ୍ରମୁଖ ଶାସନ ସଚିବ ସୁରେଶ କୁମାର ବଶିଷ୍ଠ କହିଛନ୍ତି। ୨୦୨୪ [376, 1479, 608, 1578]
zodiac-sign-label: ବିଚ୍ଛା [1133, 1348, 1213, 1372]
registration-mark [1390, 2310, 1416, 2332]
divider-dot-icon [1373, 2111, 1385, 2129]
mcl-story-text-2: ତଳ ମାଟି ଧୋଇ ହୋଇଯାଇଥିଲା। ଫଳରେ ରାସ୍ତା ଉପରେ ପ୍ରାୟ ୬ ଫୁଟ ବ୍ୟାସ ଏବଂ ୬ ଫୁଟ ଗଭୀର ଗର୍ତ୍ତ ସୃଷ୍ଟି ହୋଇଥିଲା ବୋଲି କମ୍ପାନୀ ପକ୍ଷରୁ କୁହାଯାଇଛି। ଘଟଣା ପରେ ତୁରନ୍ତ ମରାମତି କାର୍ଯ୍ୟ ଆରମ୍ଭ କରାଯାଇ ରାସ୍ତାକୁ ଯାତାୟାତ ଯୋଗ୍ୟ କରାଯାଇଛି। ସ୍ଥାନୀୟ ପ୍ରଶାସନ ସହ ମିଶି ଯାଞ୍ଚ କରାଯାଉଛି। [618, 1726, 850, 1811]
mcl-story-text-3: କରିଥିଲା। ଉକ୍ତ ସ୍ଥାନ ତଳେ ଥିବା ଭୂଗର୍ଭସ୍ଥ ଖଣିର ଗଭୀରତା ୫୦ ମିଟରରୁ ଅଧିକ ଥିବାରୁ ଏହି ଗର୍ତ୍ତ ଖଣି ଯୋଗୁ ନୁହେଁ ବୋଲି ଏମ୍‌ସିଏଲ୍ କହିଛି। ମାଟି ତା ଭିତରୁ ଧୋଇ ହୋଇଯିବା ଯୋଗୁ ଏହା ଘଟିଛି ବୋଲି ବିଶେଷଜ୍ଞ ଦଳ ପ୍ରାଥମିକ ରିପୋର୍ଟରେ ଉଲ୍ଲେଖ କରିଛନ୍ତି। [860, 1726, 1100, 1796]
logo-years: 52 [66, 46, 104, 77]
zubin-body: ମୁମ୍ବାଇ: ଲୋକପ୍ରିୟ ଗାୟକ ଜୁବିନ ନୌଟିୟାଲ ବିବାହ କରିଛନ୍ତି। କେବଳ ପରିବାର ଓ ଘନିଷ୍ଠ ବନ୍ଧୁମାନଙ୍କ ଉପସ୍ଥିତିରେ ଏକ ଘରୋଇ ସମାରୋହରେ ସେ ନିଜ ପିଲାଦିନର ବାନ୍ଧବୀଙ୍କୁ ଜୀବନସାଥୀ ଭାବେ ଗ୍ରହଣ କରିଛନ୍ତି। ସାମାଜିକ ଗଣମାଧ୍ୟମରେ ବିବାହର ଫଟୋ ସେୟାର କରିବା ପରେ ପ୍ରଶଂସକମାନେ ଶୁଭେଚ୍ଛା ଜଣାଇଛନ୍ତି। ଦୀର୍ଘ ଦିନ ଧରି ସେମାନଙ୍କ ସମ୍ପର୍କ ବିଷୟରେ ଗୁଞ୍ଜନ ଚାଲିଥିଲା। ବିବାହ ପରେ ଦମ୍ପତି ନୂଆ ଜୀବନ ଆରମ୍ଭ କରିଥିବା ବେଳେ ଜୁବିନ ନିଜ ସଙ୍ଗୀତ ଯାତ୍ରା ଜାରି ରଖିବେ ବୋଲି କହିଛନ୍ତି। ଏହାପୂର୍ବରୁ ବଲିଉଡ଼ର ଅନେକ ହିଟ୍ ଗୀତ ଗାଇ ସେ ଲୋକପ୍ରିୟତା ହାସଲ କରିଥିଲେ। ଗୀତ ରେକର୍ଡିଂ ସହ ଲାଇଭ୍ କନସର୍ଟରେ ମଧ୍ୟ ସେ ବ୍ୟସ୍ତ ରହୁଛନ୍ତି। ଆଗାମୀ ଦିନରେ ପ୍ରଶଂସକଙ୍କ ପାଇଁ ନୂଆ ଆଲବମ ଆଣିବେ ବୋଲି ସୂଚନା ମିଳିଛି। ଆଗରୁ ଗୁପ୍ତ ରଖିଥିଲେ ହେଁ ଏବେ ଏହି ଖୁସି ଖବର ପ୍ରଶଂସକଙ୍କ ସହ ବାଣ୍ଟିଛନ୍ତି। ମାତ୍ର ଏପ୍ରଶ୍ନକୁ ନେଇ ଏବେ ସବୁଠି ଚର୍ଚ୍ଚା ଚାଲିଛି। [12, 954, 174, 1300]
event-item: • ଉଦ୍ୟୋଗ ମେଳା, ସ୍ଥାନ: ଛାମୁ ପଡ଼ିଆ, ସମୟ: ଅପରାହ୍ନ ୩ଟା। [378, 213, 554, 241]
footer-rule [5, 2290, 1465, 2296]
event-item: • ବିବେକାନନ୍ଦ ସ୍ମୃତି ଭବନରେ ବାର୍ଷିକୋତ୍ସବ, ସ୍ଥାନ: ବାରିପଦା, ସମୟ: ସକାଳ ୧୦ଟା। [378, 171, 554, 213]
horoscope-text: କୃତ୍ତିକା ନକ୍ଷତ୍ରର ପ୍ରଭାବରୁ ଆଜି ଅନେକ କାର୍ଯ୍ୟରେ ନିର୍ଭରଶୀଳ ରହି ପ୍ରଚେଷ୍ଟା କରିବେ। ଅଶୁଭ ଚିନ୍ତା ଦୂର କରି ନିଜ ଉଦ୍ଦେଶ୍ୟରେ ଅଗ୍ରସର ହେବେ। ଏଣ୍ଟେରିଅର, ସାହିତ୍ୟ, କ୍ରୀଡ଼ା, ଚଳଚ୍ଚିତ୍ର କ୍ଷେତ୍ରରେ ସୁନାମ ମିଳିବ। [1223, 409, 1468, 467]
author-address: ମଙ୍ଗରାଜପୁର ଶାସନ, କାଦୁଆ, ଗଞ୍ଜାମ [1215, 193, 1381, 206]
ias-story-byline: ଭୁବନେଶ୍ୱର,୧୭।୪(ରବିନାରାୟଣ ଜେନା) [376, 1458, 608, 1475]
event-district [188, 133, 366, 267]
event-item: • ଶ୍ରମିକ ଭାଇମାନଙ୍କ ସଭା, ସ୍ଥାନ: ତାଳଚେର, ସମୟ: ଅପରାହ୍ନ ୪ଟା। [378, 537, 554, 565]
dateline [170, 28, 370, 76]
ias-story-subhead: ଆଇଏଏସ୍ ପ୍ରଶିକ୍ଷାର୍ଥୀଙ୍କୁ ପ୍ରଶିକ୍ଷଣ [618, 1452, 850, 1486]
event-item: • ଭାଗବତ ସପ୍ତାହ ଯଜ୍ଞ, ସ୍ଥାନ: ଅନୁଗୋଳ, ସମୟ: ସକାଳ ୭ଟା। [378, 509, 554, 537]
event-item: • ବିଶ୍ୱବିଦ୍ୟାଳୟରେ ଆଲୋଚନାଚକ୍ର, ସମୟ: ପୂର୍ବାହ୍ନ ୧୧ଟା। [4, 320, 182, 348]
weather-caption: ଶୁକ୍ରବାର ଅପରାହ୍ନ ୫ଟାରେ ମହାକାଶରୁ ଉଠାଯାଇଥିବା ପାଣିପାଗ ଚିତ୍ର। [41, 2226, 331, 2238]
event-item: • ଜିଲ୍ଲାସ୍ତରୀୟ ବିଶ୍ୱ ଐତିହ୍ୟ ଦିବସ, ସ୍ଥାନ: କପିଳାସ, ସମୟ: ସକାଳ ୯ଟା। [378, 456, 554, 484]
event-item: • ରାଜ୍ୟସ୍ତରୀୟ ପଲ୍ଲୀଶ୍ରୀ ମେଳା, ସ୍ଥାନ: ଛତ୍ରପୁର, ସମୟ: ସକାଳ ୧୦ଟା। [378, 375, 554, 403]
district-heading: କେନ୍ଦ୍ରାପଡ଼ା [562, 230, 635, 249]
divider-dot-icon [1373, 859, 1385, 877]
horoscope-text: ଅନୁରାଧା ନକ୍ଷତ୍ର ଆଜି ଉଚ୍ଚାକାଂକ୍ଷା ପୂରଣ ହେବ। ପରିବାରରେ ଅର୍ଥ ଆସିବା ପାଇଁ ଆଲୋଚନା ଜାରି ରହିବ। ପରିସ୍ଥିତି ଉନ୍ନତି ପାଇଁ ବନ୍ଧୁଙ୍କ ପରାମର୍ଶକୁ ପ୍ରାଧାନ୍ୟ ଦେବେ। [1223, 1348, 1468, 1391]
event-item: • ପ୍ରାଥମିକ ବିଦ୍ୟାଳୟରେ ବାର୍ଷିକୋତ୍ସବ, ସ୍ଥାନ: ଭବାନୀପାଟଣା, ସମୟ: ପୂର୍ବାହ୍ନ ୧୧ଟା। [930, 303, 1110, 345]
event-item: • ଜିଲ୍ଲା ସ୍ତରୀୟ ଖେଳ ପ୍ରତିଯୋଗିତା, ସ୍ଥାନ: ବୁର୍ଲା, ସମୟ: ସକାଳ ୭ଟା। [562, 1056, 738, 1084]
satellite-weather-image [7, 1930, 365, 2220]
zodiac-sign-label: କୁମ୍ଭ [1133, 1817, 1213, 1841]
district-heading: ଅନୁଗୋଳ [378, 487, 438, 506]
event-item: • ସାହିତ୍ୟ ସଭା, ସ୍ଥାନ: ମହାକାଳପଡ଼ା, ସମୟ: ଅପରାହ୍ନ ୪ଟା। [562, 322, 738, 350]
river-story-col1 [376, 1985, 608, 2250]
events-column [746, 146, 922, 1376]
event-district [562, 230, 738, 350]
proverb-2: ଠେଙ୍ଗାଠେଙ୍ଗି, ହାତାହାତି, ଗୋଡ଼ାଗୋଡ଼ି କେଉଁଠିକି ସିଏ ପାରେନା ବୋଲି ନାଁ ତା'ର କୋକିଶିଆଳି। [94, 1713, 276, 1767]
zubin-wedding-photo [182, 1053, 360, 1333]
zodiac-sign-label: ତୁଳା [1133, 1191, 1213, 1215]
events-column [188, 130, 366, 885]
event-district [930, 376, 1110, 426]
horoscope-entry [1133, 1035, 1468, 1175]
zodiac-sign-label: ସିଂହ [1133, 878, 1213, 902]
ugadamali-title: ଉଗଡ଼ମାଳି [60, 1440, 279, 1503]
divider-dot-icon [1373, 546, 1385, 564]
proverb-1-explanation: ସାଧାରଣତଃ ମଣିଷ କେତେ ଦକ୍ଷ ବା ଯୋଗ୍ୟ ତାହା ତାଙ୍କ କାର୍ଯ୍ୟଶୈଳୀରୁ ହିଁ ଜଣାପଡିଥାଏ। ତେବେ କ୍ଷମତାଶାଳୀ ହୋଇ ନ ଥିବା ବା ଦକ୍ଷତା ନ ଥିବା ବ୍ୟକ୍ତି ଅନ୍ୟ ଆଗରେ ନିଜର ବୃଥା ବଡ଼ିମା ଦେଖାଇ ବସିଲେ ପରିହାସ ର ପାତ୍ର ହେବାକୁ ପଡିଥାଏ। ମଣିଷର ଯୋଗ୍ୟତା ଆକଳନ କରାଯିବା ଅର୍ଥରେ ଏଭଳି ଉକ୍ତି ଉଲ୍ଲେଖ କରାଯାଇଛି। [12, 1605, 358, 1678]
horoscope-rule [1133, 230, 1463, 234]
district-heading: କଳାହାଣ୍ଡି [930, 281, 993, 300]
divider-dot-icon [1373, 1015, 1385, 1033]
